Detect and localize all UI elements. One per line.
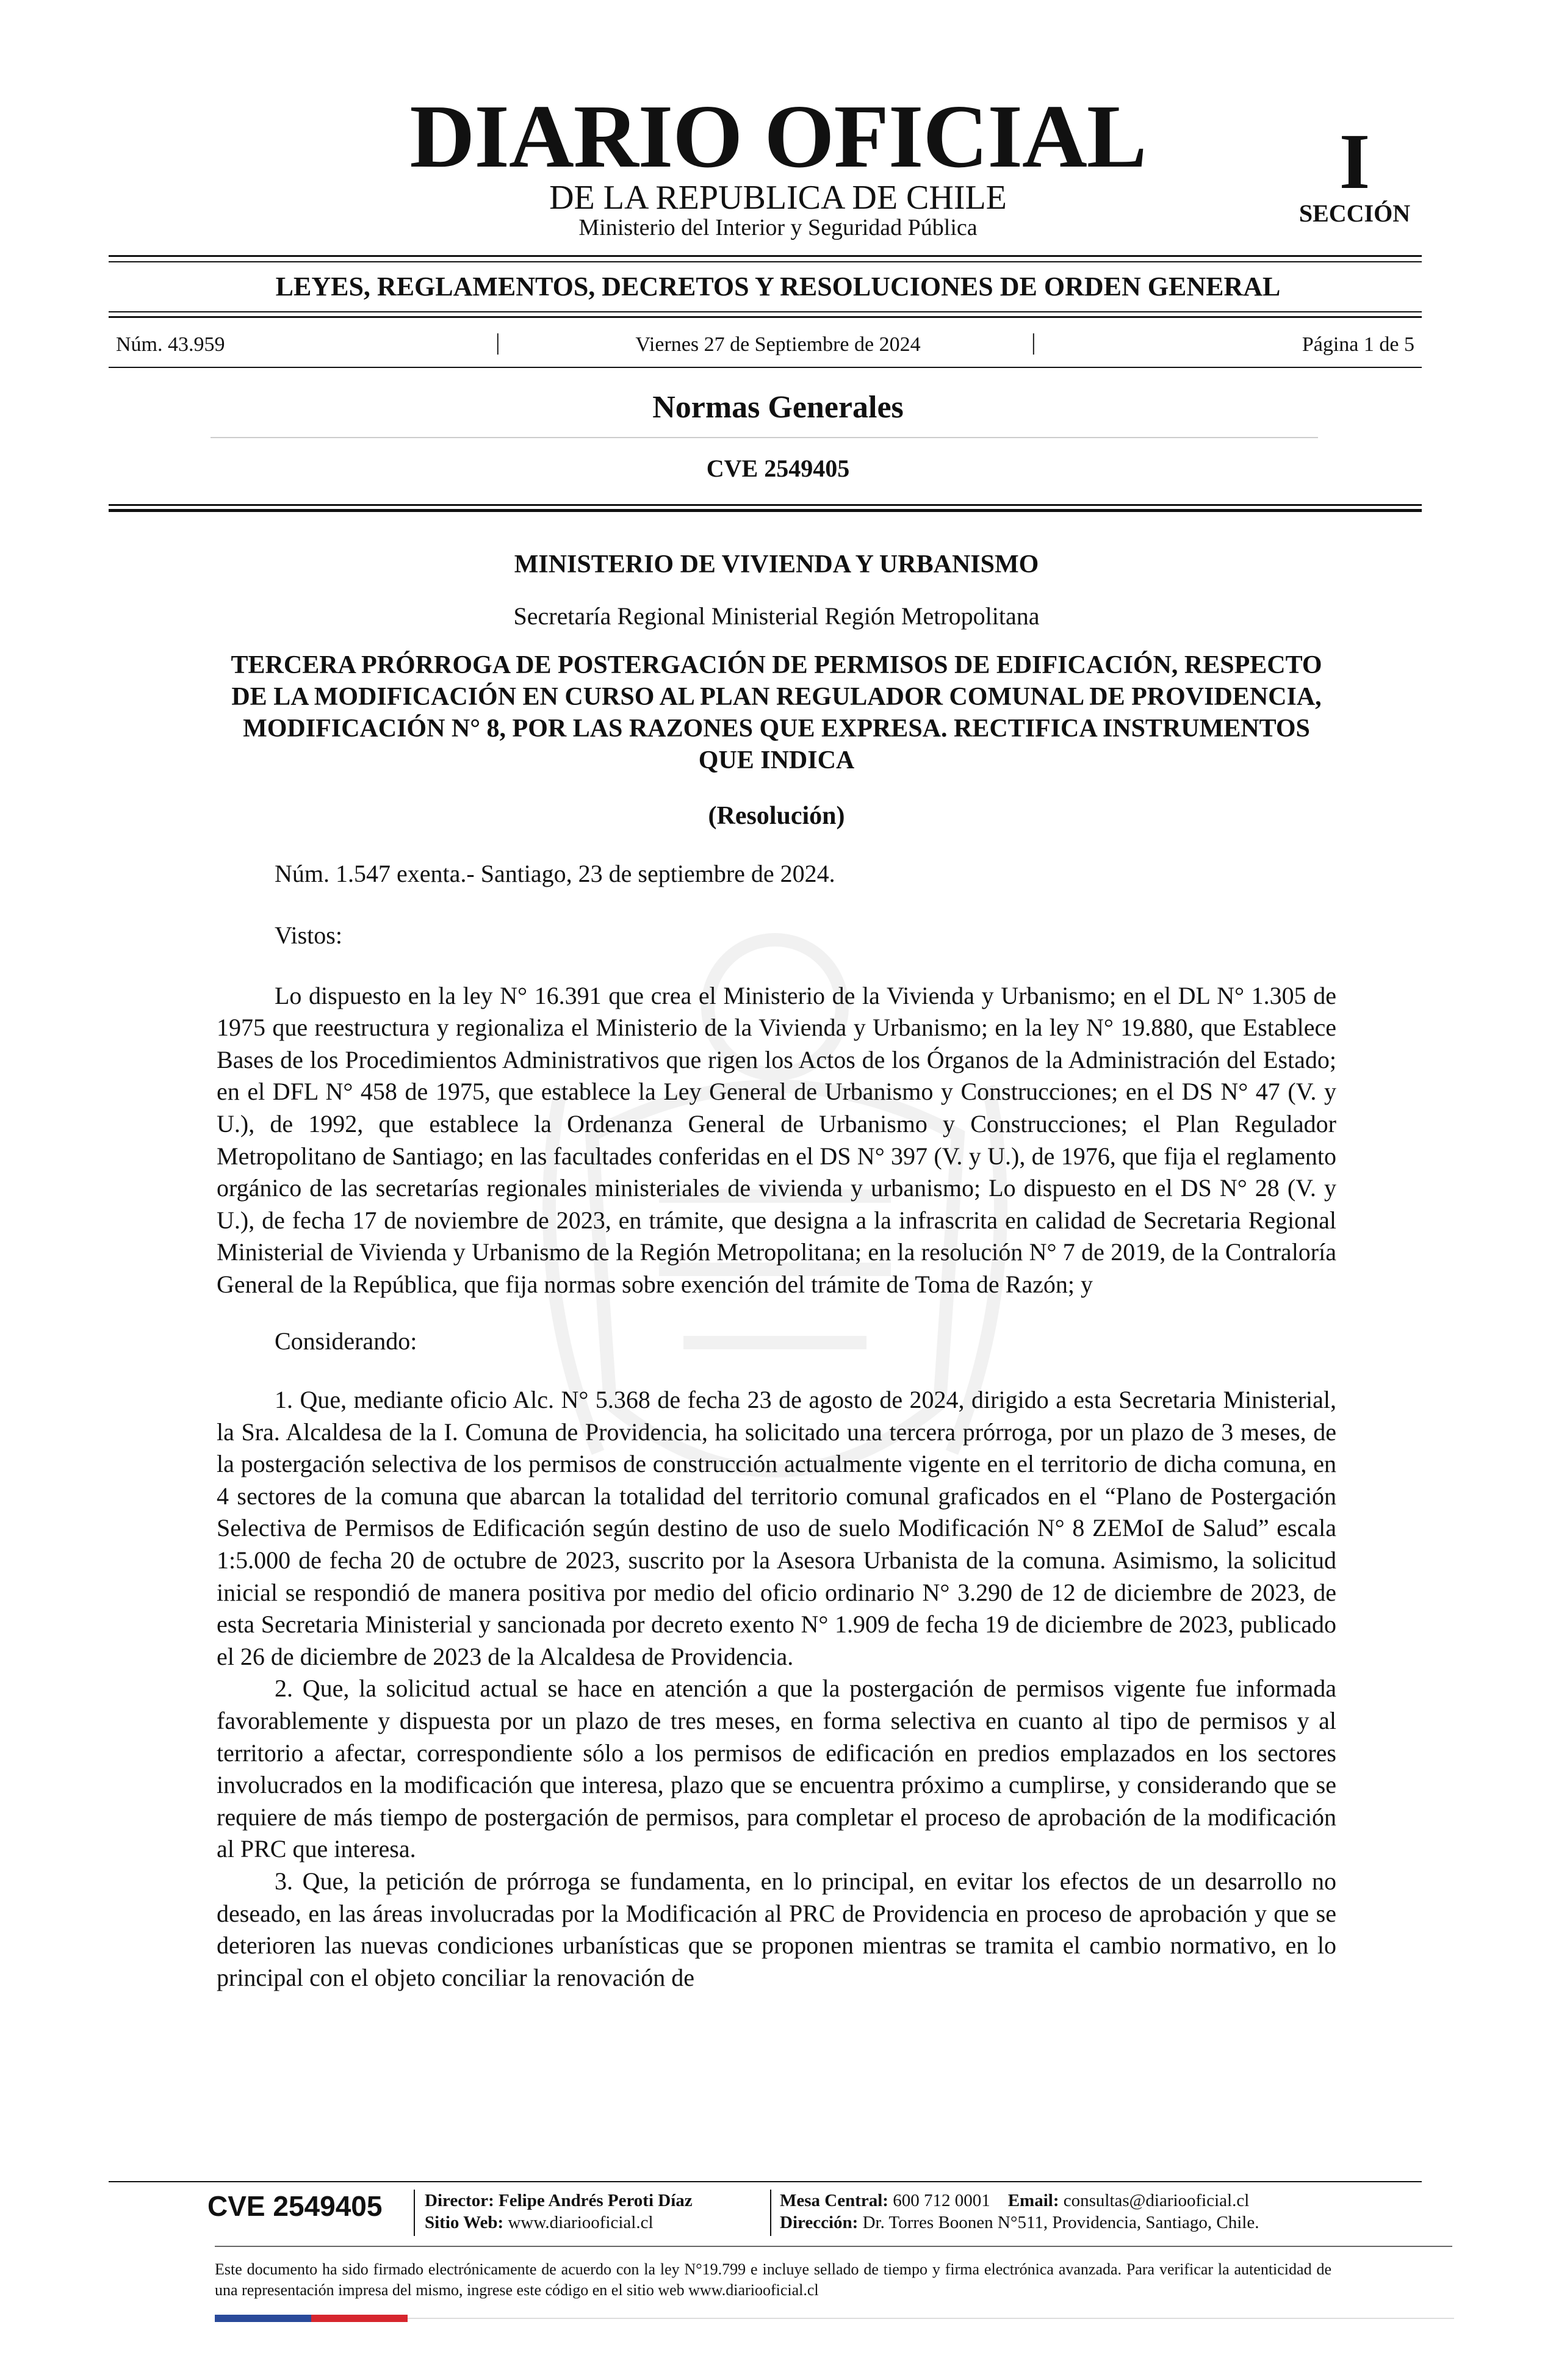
footer-rule	[109, 2181, 1422, 2182]
issue-separator: |	[1031, 330, 1036, 355]
masthead-rule-top	[109, 255, 1422, 257]
footer-contact-block	[780, 2190, 1259, 2234]
considerando-point: 1. Que, mediante oficio Alc. N° 5.368 de fecha 23 de agosto de 2024, dirigido a esta Secretaria Ministerial, la Sra. Alcaldesa de la I. Comuna de Providencia, ha solicitado una tercera prórroga, por un plazo de 3 meses, de la postergación selectiva de los permisos de construcción actualmente vigente en el territorio de dicha comuna, en 4 sectores de la comuna que abarcan la totalidad del territorio comunal graficados en el “Plano de Postergación Selectiva de Permisos de Edificación según destino de uso de suelo Modificación N° 8 ZEMoI de Salud” escala 1:5.000 de fecha 20 de octubre de 2023, suscrito por la Asesora Urbanista de la comuna. Asimismo, la solicitud inicial se respondió de manera positiva por medio del oficio ordinario N° 3.290 de 12 de diciembre de 2023, de esta Secretaria Ministerial y sancionada por decreto exento N° 1.909 de fecha 19 de diciembre de 2023, publicado el 26 de diciembre de 2023 de la Alcaldesa de Providencia.	[217, 1386, 1336, 1670]
director-name: Felipe Andrés Peroti Díaz	[499, 2191, 693, 2210]
flag-stripe-blue	[215, 2315, 311, 2322]
secretariat-heading: Secretaría Regional Ministerial Región Metropolitana	[513, 602, 1040, 630]
footer-legal-rule	[215, 2246, 1452, 2247]
phone-value: 600 712 0001	[893, 2191, 990, 2210]
footer-divider	[770, 2190, 771, 2236]
issue-separator: |	[495, 330, 500, 355]
document-title: TERCERA PRÓRROGA DE POSTERGACIÓN DE PERMISOS DE EDIFICACIÓN, RESPECTO DE LA MODIFICACIÓN EN CURSO AL PLAN REGULADOR COMUNAL DE PROVIDENCIA, MODIFICACIÓN N° 8, POR LAS RAZONES QUE EXPRESA. RECTIFICA INSTRUMENTOS QUE INDICA	[231, 651, 1322, 775]
header-rule-2	[109, 509, 1422, 512]
address-value: Dr. Torres Boonen N°511, Providencia, Santiago, Chile.	[862, 2213, 1259, 2233]
document-type: (Resolución)	[708, 802, 845, 831]
resolution-number: Núm. 1.547 exenta.- Santiago, 23 de septiembre de 2024.	[275, 860, 835, 888]
category-rule-1	[109, 311, 1422, 312]
flag-stripe-red	[311, 2315, 408, 2322]
email-link[interactable]: consultas@diariooficial.cl	[1063, 2191, 1250, 2210]
address-label: Dirección:	[780, 2213, 859, 2233]
website-link[interactable]: www.diariooficial.cl	[508, 2213, 654, 2233]
footer-legal-notice: Este documento ha sido firmado electrónicamente de acuerdo con la ley N°19.799 e incluye sellado de tiempo y firma electrónica avanzada. Para verificar la autenticidad de una representación impresa del mismo, ingrese este código en el sitio web www.diariooficial.cl	[215, 2260, 1331, 2299]
considerando-point: 3. Que, la petición de prórroga se fundamenta, en lo principal, en evitar los efectos de un desarrollo no deseado, en las áreas involucradas por la Modificación al PRC de Providencia en proceso de aprobación y que se deterioren las nuevas condiciones urbanísticas que se proponen mientras se tramita el cambio normativo, en lo principal con el objeto conciliar la renovación de	[217, 1867, 1336, 1991]
footer-divider	[414, 2190, 415, 2236]
category-heading: LEYES, REGLAMENTOS, DECRETOS Y RESOLUCIONES DE ORDEN GENERAL	[275, 272, 1281, 301]
issue-date: Viernes 27 de Septiembre de 2024	[635, 333, 921, 356]
website-label: Sitio Web:	[425, 2213, 504, 2233]
considerando-heading: Considerando:	[275, 1327, 417, 1355]
email-label: Email:	[1007, 2191, 1059, 2210]
director-label: Director:	[425, 2191, 494, 2210]
masthead-rule-top-2	[109, 261, 1422, 262]
cve-code: CVE 2549405	[706, 455, 850, 482]
footer-cve-code: CVE 2549405	[207, 2190, 383, 2222]
newspaper-ministry: Ministerio del Interior y Seguridad Pública	[578, 215, 978, 240]
footer-director-block	[425, 2190, 693, 2234]
flag-stripe-rule	[408, 2318, 1454, 2319]
considerando-point: 2. Que, la solicitud actual se hace en atención a que la postergación de permisos vigente fue informada favorablemente y dispuesta por un plazo de tres meses, en forma selectiva en cuanto al tipo de permisos y al territorio a afectar, correspondiente sólo a los permisos de edificación en predios emplazados en los sectores involucrados en la modificación que interesa, plazo que se encuentra próximo a cumplirse, y considerando que se requiere de más tiempo de postergación de permisos, para completar el proceso de aprobación de la modificación al PRC que interesa.	[217, 1675, 1336, 1863]
section-label: SECCIÓN	[1298, 200, 1411, 227]
category-rule-2	[109, 316, 1422, 318]
issue-rule	[109, 367, 1422, 368]
phone-label: Mesa Central:	[780, 2191, 888, 2210]
issue-number: Núm. 43.959	[116, 333, 225, 356]
vistos-heading: Vistos:	[275, 921, 342, 949]
newspaper-subtitle: DE LA REPUBLICA DE CHILE	[549, 179, 1007, 217]
ministry-heading: MINISTERIO DE VIVIENDA Y URBANISMO	[514, 550, 1039, 579]
newspaper-title: DIARIO OFICIAL	[409, 87, 1147, 187]
issue-page: Página 1 de 5	[1302, 333, 1414, 356]
header-rule-1	[109, 504, 1422, 506]
section-rule	[211, 437, 1318, 438]
section-title: Normas Generales	[652, 390, 904, 425]
document-body	[217, 549, 1336, 1994]
section-numeral: I	[1339, 118, 1371, 206]
vistos-paragraph: Lo dispuesto en la ley N° 16.391 que crea el Ministerio de la Vivienda y Urbanismo; en el DL N° 1.305 de 1975 que reestructura y regionaliza el Ministerio de la Vivienda y Urbanismo; en la ley N° 19.880, que Establece Bases de los Procedimientos Administrativos que rigen los Actos de los Órganos de la Administración del Estado; en el DFL N° 458 de 1975, que establece la Ley General de Urbanismo y Construcciones; en el DS N° 47 (V. y U.), de 1992, que establece la Ordenanza General de Urbanismo y Construcciones; el Plan Regulador Metropolitano de Santiago; en las facultades conferidas en el DS N° 397 (V. y U.), de 1976, que fija el reglamento orgánico de las secretarías regionales ministeriales de vivienda y urbanismo; Lo dispuesto en el DS N° 28 (V. y U.), de fecha 17 de noviembre de 2023, en trámite, que designa a la infrascrita en calidad de Secretaria Regional Ministerial de Vivienda y Urbanismo de la Región Metropolitana; en la resolución N° 7 de 2019, de la Contraloría General de la República, que fija normas sobre exención del trámite de Toma de Razón; y	[217, 981, 1336, 1298]
